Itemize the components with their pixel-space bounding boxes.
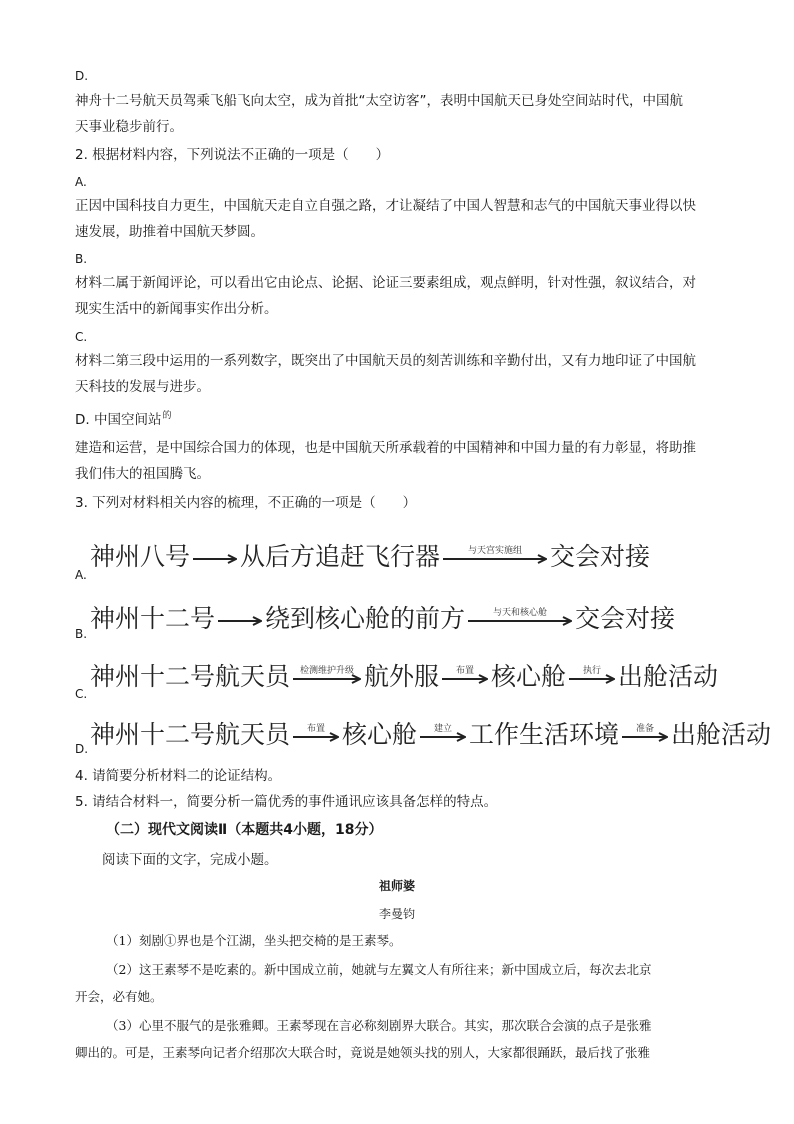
flow-arrow [622,724,668,742]
q2-option-c-label: C. [75,330,88,344]
flow-arrow [420,724,466,742]
flow-arrow-caption: 建立 [434,724,453,734]
story-paragraph-2-line1: （2）这王素琴不是吃素的。新中国成立前，她就与左翼文人有所往来；新中国成立后，每次去北京 [106,962,652,977]
arrow-right-icon [293,732,339,742]
flow-arrow [293,724,339,742]
flow-arrow-caption: 布置 [456,666,475,676]
flow-arrow [468,608,572,626]
story-paragraph-1: （1）刻剧①界也是个江湖，坐头把交椅的是王素琴。 [106,933,402,948]
q3-option-label: C. [75,687,88,701]
flow-node: 交会对接 [575,604,676,633]
flow-node: 神州十二号航天员 [90,720,291,749]
flow-node: 出舱活动 [671,720,772,749]
q2-option-b-label: B. [75,252,88,266]
arrow-right-icon [443,554,547,564]
q2-option-d-head-text: D. 中国空间站 [75,412,162,428]
flow-arrow-caption: 与天和核心舱 [493,608,548,618]
arrow-right-icon [193,554,237,564]
flow-arrow [218,608,262,626]
flow-node: 核心舱 [491,662,567,691]
flow-node: 神州十二号 [90,604,216,633]
flow-arrow-caption: 执行 [583,666,602,676]
q2-option-c-line1: 材料二第三段中运用的一系列数字，既突出了中国航天员的刻苦训练和辛勤付出，又有力地印证了中国航 [75,353,696,369]
q1-option-d-line1: 神舟十二号航天员驾乘飞船飞向太空，成为首批“太空访客”，表明中国航天已身处空间站时代，中国航 [75,93,683,109]
story-paragraph-3-line2: 卿出的。可是，王素琴向记者介绍那次大联合时，竟说是她领头找的别人，大家都很踊跃，最后找了张雅 [75,1045,651,1060]
flow-node: 核心舱 [342,720,418,749]
arrow-right-icon [293,674,361,684]
flow-arrow [443,546,547,564]
flow-arrow-caption: 布置 [307,724,326,734]
q3-stem: 3. 下列对材料相关内容的梳理，不正确的一项是（ ） [75,495,417,511]
q3-flow-diagram [90,535,650,575]
arrow-right-icon [622,732,668,742]
arrow-right-icon [442,674,488,684]
flow-node: 神州十二号航天员 [90,662,291,691]
q3-flow-diagram [90,655,718,695]
arrow-right-icon [468,616,572,626]
q2-option-b-line2: 现实生活中的新闻事实作出分析。 [75,301,278,317]
flow-node: 神州八号 [90,542,191,571]
q1-option-d-line2: 天事业稳步前行。 [75,119,183,135]
flow-arrow [442,666,488,684]
q2-option-b-line1: 材料二属于新闻评论，可以看出它由论点、论据、论证三要素组成，观点鲜明，针对性强，叙议结合，对 [75,275,696,291]
flow-node: 绕到核心舱的前方 [265,604,466,633]
q2-option-d-sup: 的 [162,411,172,421]
section2-instruction: 阅读下面的文字，完成小题。 [102,852,278,868]
flow-node: 交会对接 [550,542,651,571]
arrow-right-icon [218,616,262,626]
flow-node: 从后方追赶飞行器 [240,542,441,571]
flow-arrow [193,546,237,564]
q2-option-a-line1: 正因中国科技自力更生，中国航天走自立自强之路，才让凝结了中国人智慧和志气的中国航天事业得以快 [75,198,696,214]
q1-option-d-label: D. [75,69,89,83]
arrow-right-icon [569,674,615,684]
story-paragraph-2-line2: 开会，必有她。 [75,989,163,1004]
q4-stem: 4. 请简要分析材料二的论证结构。 [75,768,282,784]
flow-arrow-caption: 检测维护升级 [300,666,355,676]
q3-flow-diagram [90,713,771,753]
q5-stem: 5. 请结合材料一，简要分析一篇优秀的事件通讯应该具备怎样的特点。 [75,794,498,810]
flow-node: 出舱活动 [618,662,719,691]
q2-option-a-label: A. [75,175,87,189]
q2-option-d-line1: 建造和运营，是中国综合国力的体现，也是中国航天所承载着的中国精神和中国力量的有力彰显，将助推 [75,440,696,456]
story-title: 祖师婆 [378,879,415,893]
q3-flow-diagram [90,597,675,637]
q3-option-label: D. [75,742,89,756]
flow-node: 航外服 [364,662,440,691]
flow-node: 工作生活环境 [469,720,620,749]
q2-option-d-line2: 我们伟大的祖国腾飞。 [75,466,210,482]
q2-stem: 2. 根据材料内容，下列说法不正确的一项是（ ） [75,147,390,163]
flow-arrow-caption: 与天宫实施组 [468,546,523,556]
section2-heading: （二）现代文阅读Ⅱ（本题共4小题，18分） [106,822,383,838]
q2-option-a-line2: 速发展，助推着中国航天梦圆。 [75,224,264,240]
flow-arrow [569,666,615,684]
arrow-right-icon [420,732,466,742]
flow-arrow-caption: 准备 [636,724,655,734]
q3-option-label: B. [75,627,88,641]
flow-arrow [293,666,361,684]
q3-option-label: A. [75,568,87,582]
story-paragraph-3-line1: （3）心里不服气的是张雅卿。王素琴现在言必称刻剧界大联合。其实，那次联合会演的点子是张雅 [106,1018,652,1033]
story-author: 李曼钧 [378,907,415,921]
q2-option-d-head [75,410,172,430]
q2-option-c-line2: 天科技的发展与进步。 [75,379,210,395]
